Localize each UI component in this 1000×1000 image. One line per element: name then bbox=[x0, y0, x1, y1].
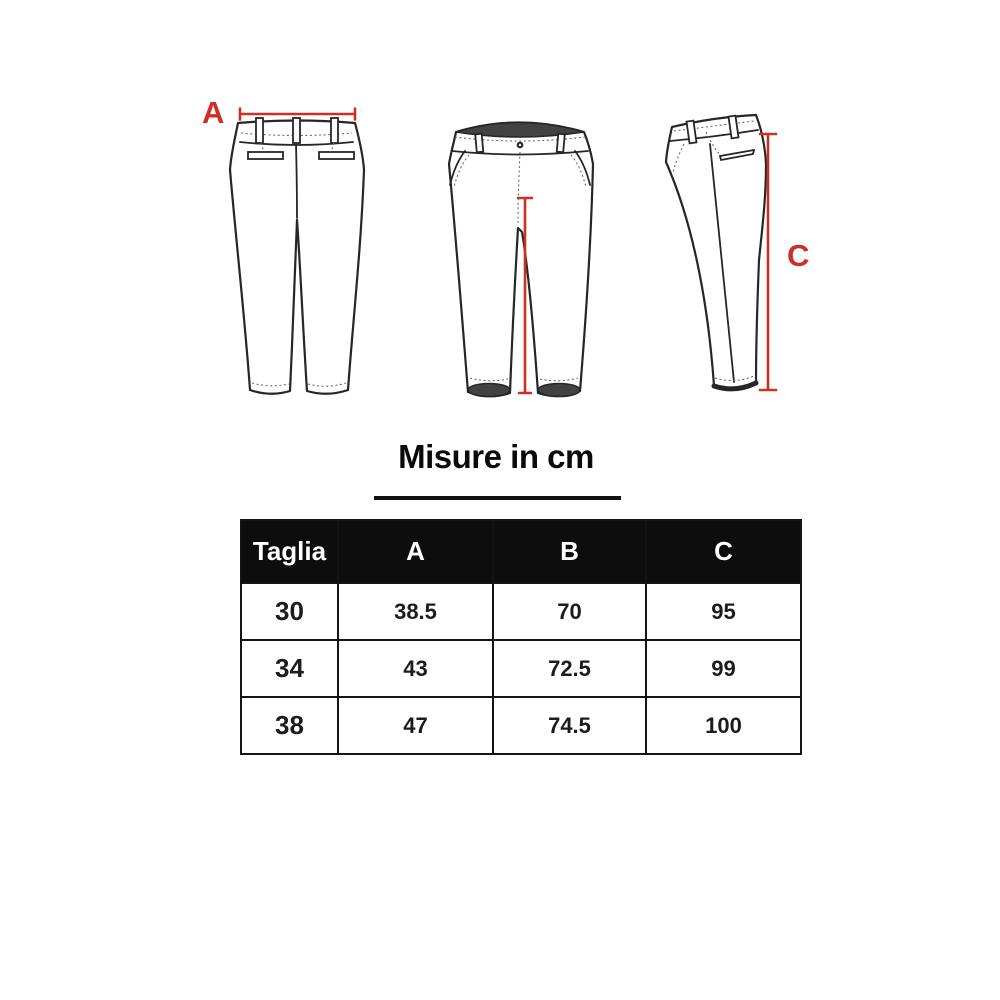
cell-b: 74.5 bbox=[493, 697, 646, 754]
table-row bbox=[241, 697, 801, 754]
cell-c: 95 bbox=[646, 583, 801, 640]
belt-loop bbox=[256, 118, 263, 143]
title-block bbox=[0, 438, 992, 476]
page-title: Misure in cm bbox=[398, 438, 594, 475]
col-header-c: C bbox=[646, 520, 801, 583]
measure-label-a: A bbox=[202, 95, 225, 130]
size-table bbox=[240, 519, 802, 755]
cell-a: 47 bbox=[338, 697, 493, 754]
size-table-body bbox=[241, 583, 801, 754]
belt-loop bbox=[331, 118, 338, 143]
table-row bbox=[241, 583, 801, 640]
col-header-taglia: Taglia bbox=[241, 520, 338, 583]
col-header-a: A bbox=[338, 520, 493, 583]
pants-front-outline bbox=[449, 123, 593, 397]
back-waistband bbox=[240, 118, 353, 145]
back-center-seam bbox=[296, 144, 297, 218]
cell-c: 100 bbox=[646, 697, 801, 754]
size-table-header bbox=[241, 520, 801, 583]
cell-taglia: 34 bbox=[241, 640, 338, 697]
cell-b: 72.5 bbox=[493, 640, 646, 697]
belt-loop bbox=[293, 118, 300, 143]
pants-side-view-drawing bbox=[650, 100, 820, 400]
belt-loop bbox=[475, 134, 483, 152]
col-header-b: B bbox=[493, 520, 646, 583]
cell-a: 38.5 bbox=[338, 583, 493, 640]
cell-taglia: 38 bbox=[241, 697, 338, 754]
table-row bbox=[241, 640, 801, 697]
cell-c: 99 bbox=[646, 640, 801, 697]
cell-taglia: 30 bbox=[241, 583, 338, 640]
measure-label-c: C bbox=[787, 238, 810, 273]
pants-front-view-drawing bbox=[440, 100, 600, 405]
belt-loop bbox=[557, 134, 565, 152]
pants-back-view-drawing bbox=[200, 90, 380, 405]
header-row bbox=[241, 520, 801, 583]
cell-a: 43 bbox=[338, 640, 493, 697]
cell-b: 70 bbox=[493, 583, 646, 640]
title-underline bbox=[374, 496, 621, 500]
pants-side-outline bbox=[666, 115, 766, 388]
